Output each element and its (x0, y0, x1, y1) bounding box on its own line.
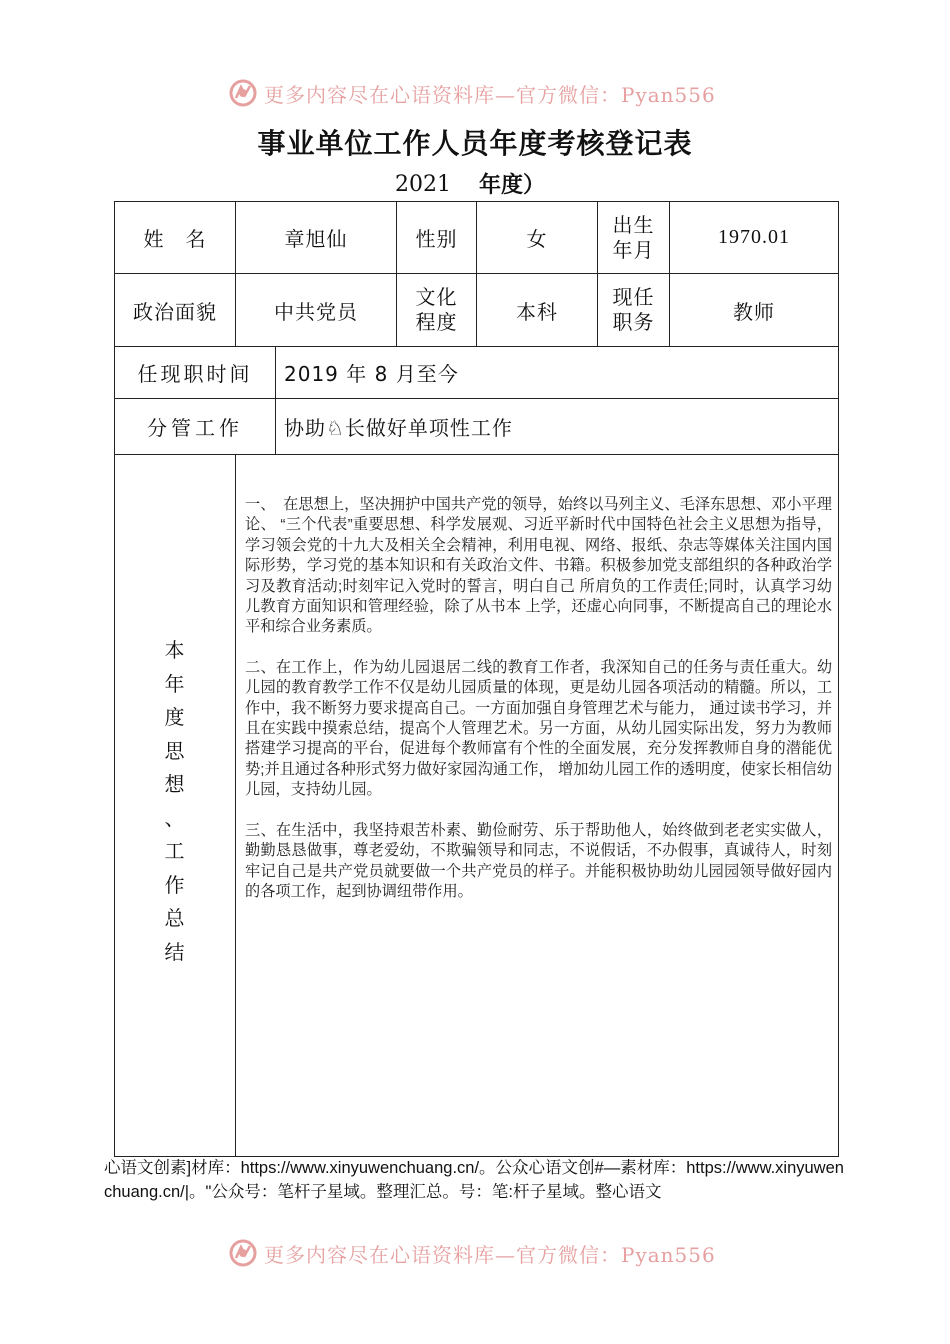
education-label (397, 274, 477, 347)
post-label-line2: 职务 (612, 310, 655, 334)
name-value: 章旭仙 (236, 202, 397, 274)
name-label: 姓 名 (115, 202, 236, 274)
watermark-banner-bottom (228, 1236, 748, 1270)
gender-label: 性别 (397, 202, 477, 274)
seal-logo-icon (228, 1238, 258, 1268)
year-label: 年度） (479, 172, 546, 198)
summary-paragraph-3: 三、在生活中，我坚持艰苦朴素、勤俭耐劳、乐于帮助他人，始终做到老老实实做人，勤勤恳恳做事，尊老爱幼，不欺骗领导和同志，不说假话，不办假事，真诚待人，时刻牢记自己是共产党员就要做一个共产党员的样子。并能积极协助幼儿园园领导做好园内的各项工作，起到协调纽带作用。 (245, 821, 832, 900)
watermark-text: 更多内容尽在心语资料库—官方微信：Pyan556 (264, 82, 716, 107)
page-title: 事业单位工作人员年度考核登记表 (257, 127, 693, 160)
politics-label: 政治面貌 (115, 274, 236, 347)
watermark-banner-top (228, 76, 748, 110)
politics-value: 中共党员 (236, 274, 397, 347)
post-value: 教师 (670, 274, 839, 347)
year-value: 2021 (395, 172, 451, 197)
duty-value: 协助♘长做好单项性工作 (276, 399, 839, 455)
birth-value: 1970.01 (670, 202, 839, 274)
gender-value: 女 (477, 202, 598, 274)
tenure-value: 2019 年 8 月至今 (276, 347, 839, 399)
summary-label-vertical: 本 年 度 思 想 、 工 作 总 结 (164, 638, 186, 964)
education-label-line1: 文化 (415, 285, 458, 309)
summary-paragraph-2: 二、在工作上，作为幼儿园退居二线的教育工作者，我深知自己的任务与责任重大。幼儿园的教育教学工作不仅是幼儿园质量的体现，更是幼儿园各项活动的精髓。所以，工作中，我不断努力要求提高自己。一方面加强自身管理艺术与能力， 通过读书学习，并且在实践中摸索总结，提高个人管理艺术。另一方面，从幼儿园实际出发，努力为教师搭建学习提高的平台，促进每个教师富有个性的全面发展，充分发挥教师自身的潜能优势;并且通过各种形式努力做好家园沟通工作， 增加幼儿园工作的透明度，使家长相信幼儿园，支持幼儿园。 (245, 658, 832, 799)
summary-content (236, 455, 839, 1157)
birth-label (598, 202, 670, 274)
registration-form-table (114, 201, 839, 1157)
education-value: 本科 (477, 274, 598, 347)
post-label (598, 274, 670, 347)
birth-label-line1: 出生 (612, 212, 655, 237)
summary-label (115, 455, 236, 1157)
birth-label-line2: 年月 (612, 237, 655, 262)
footer-note: 心语文创素]材库：https://www.xinyuwenchuang.cn/。公众心语文创#—素材库：https://www.xinyuwenchuang.cn/|。"公众号：笔杆子星域。整理汇总。号：笔:杆子星域。整心语文 (104, 1159, 844, 1201)
education-label-line2: 程度 (415, 310, 458, 334)
watermark-text: 更多内容尽在心语资料库—官方微信：Pyan556 (264, 1242, 716, 1267)
seal-logo-icon (228, 78, 258, 108)
tenure-label: 任现职时间 (115, 347, 276, 399)
summary-paragraph-1: 一、 在思想上，坚决拥护中国共产党的领导，始终以马列主义、毛泽东思想、邓小平理论、 “三个代表”重要思想、科学发展观、习近平新时代中国特色社会主义思想为指导，学习领会党的十九大及相关全会精神，利用电视、网络、报纸、杂志等媒体关注国内国际形势，学习党的基本知识和有关政治文件、书籍。积极参加党支部组织的各种政治学习及教育活动;时刻牢记入党时的誓言，明白自己 所肩负的工作责任;同时，认真学习幼儿教育方面知识和管理经验，除了从书本 上学，还虚心向同事，不断提高自己的理论水平和综合业务素质。 (245, 496, 832, 636)
post-label-line1: 现任 (612, 285, 655, 309)
duty-label: 分管工作 (115, 399, 276, 455)
